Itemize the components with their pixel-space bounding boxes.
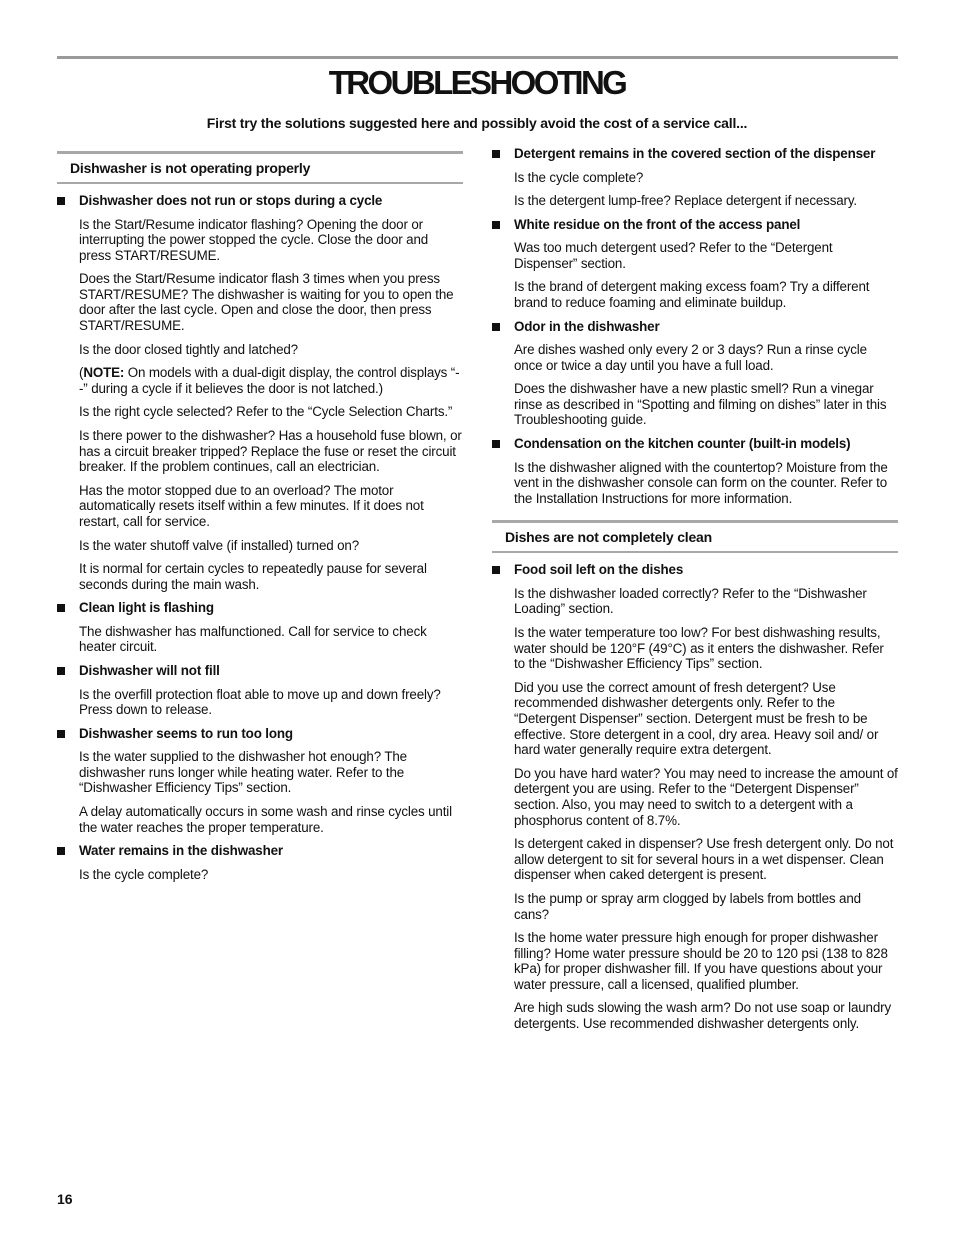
paragraph: Is the pump or spray arm clogged by labels from bottles and cans? xyxy=(514,890,861,922)
paragraph: Is the dishwasher aligned with the countertop? Moisture from the vent in the dishwasher console can form on the counter. Refer to the Installation Instructions for more information. xyxy=(514,459,888,506)
square-bullet-icon xyxy=(57,197,65,205)
paragraph: A delay automatically occurs in some wash and rinse cycles until the water reaches the proper temperature. xyxy=(79,804,452,835)
troubleshoot-item xyxy=(492,146,898,209)
page-title: TROUBLESHOOTING xyxy=(328,64,626,101)
square-bullet-icon xyxy=(57,847,65,855)
troubleshoot-item xyxy=(57,726,463,835)
paragraph: Was too much detergent used? Refer to the “Detergent Dispenser” section. xyxy=(514,240,833,271)
paragraph: Did you use the correct amount of fresh detergent? Use recommended dishwasher detergents only. Refer to the “Detergent Dispenser” section. Detergent must be fresh to be effective. Store detergent in a cool, dry area. Heavy soil and/ or hard water generally require extra detergent. xyxy=(514,679,879,758)
item-title: Dishwasher will not fill xyxy=(79,663,220,679)
item-title: Dishwasher does not run or stops during a cycle xyxy=(79,193,383,208)
paragraph: Is the cycle complete? xyxy=(514,169,644,185)
paragraph: Do you have hard water? You may need to increase the amount of detergent you are using. Refer to the “Detergent Dispenser” section. Also, you may need to switch to a detergent with a phosphorus content of 8.7%. xyxy=(514,765,898,828)
note-label: NOTE: xyxy=(83,365,125,381)
item-title: Odor in the dishwasher xyxy=(514,318,660,334)
paragraph: Is the detergent lump-free? Replace detergent if necessary. xyxy=(514,193,857,209)
paragraph: Are high suds slowing the wash arm? Do not use soap or laundry detergents. Use recommended dishwasher detergents only. xyxy=(514,1000,892,1032)
paragraph: Is the water temperature too low? For best dishwashing results, water should be 120°F (49°C) as it enters the dishwasher. Refer to the “Dishwasher Efficiency Tips” section. xyxy=(514,625,884,672)
square-bullet-icon xyxy=(492,440,500,448)
item-title: White residue on the front of the access panel xyxy=(514,216,801,232)
paragraph: Is the brand of detergent making excess foam? Try a different brand to reduce foaming and eliminate buildup. xyxy=(514,279,870,310)
paragraph: Is the Start/Resume indicator flashing? Opening the door or interrupting the power stopped the cycle. Close the door and press START/RESUME. xyxy=(79,216,429,263)
troubleshoot-item xyxy=(492,319,898,428)
square-bullet-icon xyxy=(492,221,500,229)
item-title: Detergent remains in the covered section of the dispenser xyxy=(514,146,876,161)
right-column xyxy=(492,146,898,1032)
paragraph: Does the Start/Resume indicator flash 3 times when you press START/RESUME? The dishwasher is waiting for you to open the door after the last cycle. Open and close the door, then press START/RESUME. xyxy=(79,271,454,334)
paragraph: Are dishes washed only every 2 or 3 days? Run a rinse cycle once or twice a day until you have a full load. xyxy=(514,342,867,373)
troubleshoot-item xyxy=(57,663,463,718)
paragraph: Is the water shutoff valve (if installed) turned on? xyxy=(79,537,360,553)
paragraph: Is the cycle complete? xyxy=(79,866,209,882)
paragraph: Is the door closed tightly and latched? xyxy=(79,341,298,357)
troubleshoot-item xyxy=(57,843,463,882)
paragraph: Does the dishwasher have a new plastic smell? Run a vinegar rinse as described in “Spotting and filming on dishes” later in this Troubleshooting guide. xyxy=(514,381,887,428)
top-rule xyxy=(57,56,898,59)
paragraph: Is the overfill protection float able to move up and down freely? Press down to release. xyxy=(79,686,441,718)
paragraph: Is detergent caked in dispenser? Use fresh detergent only. Do not allow detergent to sit for several hours in a wet dispenser. Clean dispenser when caked detergent is present. xyxy=(514,836,894,883)
note-paragraph: (NOTE: On models with a dual-digit display, the control displays “- -” during a cycle if it believes the door is not latched.) xyxy=(79,365,460,396)
paragraph: Is there power to the dishwasher? Has a household fuse blown, or has a circuit breaker tripped? Replace the fuse or reset the circuit breaker. If the problem continues, call an electrician. xyxy=(79,428,462,475)
troubleshoot-item xyxy=(492,217,898,311)
troubleshoot-item xyxy=(492,562,898,1031)
paragraph: The dishwasher has malfunctioned. Call for service to check heater circuit. xyxy=(79,623,427,655)
square-bullet-icon xyxy=(57,604,65,612)
item-title: Dishwasher seems to run too long xyxy=(79,725,293,741)
section-title: Dishes are not completely clean xyxy=(492,520,898,553)
troubleshoot-item xyxy=(57,193,463,592)
item-title: Condensation on the kitchen counter (built-in models) xyxy=(514,436,851,452)
square-bullet-icon xyxy=(492,323,500,331)
item-title: Food soil left on the dishes xyxy=(514,562,684,578)
section-title: Dishwasher is not operating properly xyxy=(57,151,463,184)
item-title: Water remains in the dishwasher xyxy=(79,843,283,859)
paragraph: Has the motor stopped due to an overload? The motor automatically resets itself within a few minutes. If it does not restart, call for service. xyxy=(79,482,424,529)
left-column xyxy=(57,151,463,882)
paragraph: Is the water supplied to the dishwasher hot enough? The dishwasher runs longer while heating water. Refer to the “Dishwasher Efficiency Tips” section. xyxy=(79,749,407,796)
paragraph: It is normal for certain cycles to repeatedly pause for several seconds during the main wash. xyxy=(79,561,427,592)
page-number: 16 xyxy=(57,1191,73,1207)
square-bullet-icon xyxy=(57,667,65,675)
square-bullet-icon xyxy=(492,566,500,574)
troubleshoot-item xyxy=(57,600,463,655)
square-bullet-icon xyxy=(57,730,65,738)
paragraph: Is the right cycle selected? Refer to the “Cycle Selection Charts.” xyxy=(79,404,453,420)
square-bullet-icon xyxy=(492,150,500,158)
page-subtitle: First try the solutions suggested here and possibly avoid the cost of a service call... xyxy=(206,115,748,131)
paragraph: Is the home water pressure high enough for proper dishwasher filling? Home water pressure should be 20 to 120 psi (138 to 828 kPa) for proper dishwasher fill. If you have questions about your water pressure, call a licensed, qualified plumber. xyxy=(514,930,888,992)
paragraph: Is the dishwasher loaded correctly? Refer to the “Dishwasher Loading” section. xyxy=(514,585,867,617)
troubleshoot-item xyxy=(492,436,898,506)
item-title: Clean light is flashing xyxy=(79,600,214,616)
